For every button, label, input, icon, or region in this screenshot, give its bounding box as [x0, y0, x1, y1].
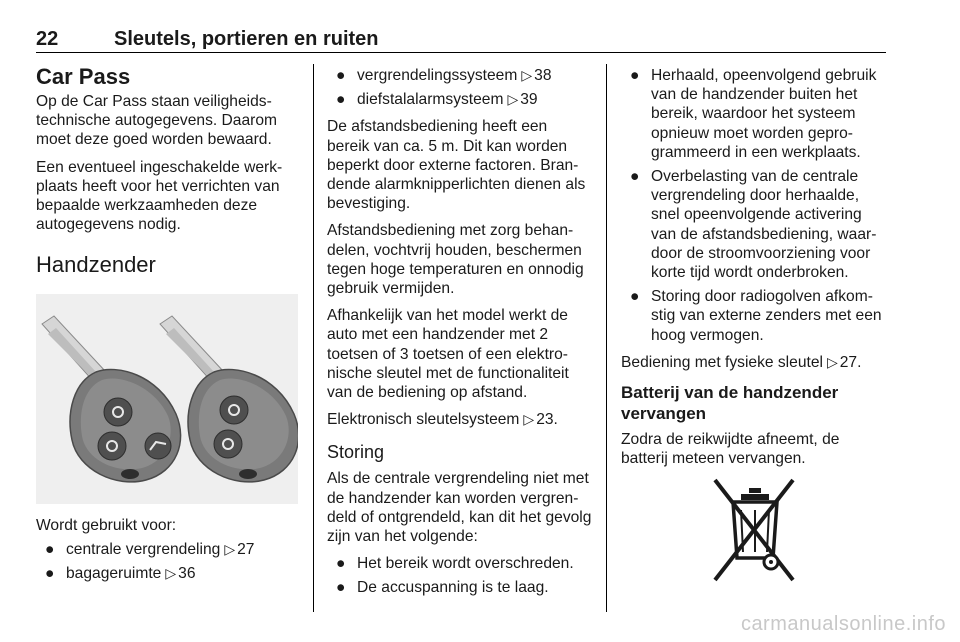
watermark: carmanualsonline.info: [740, 613, 946, 635]
list-item: [621, 287, 889, 345]
page-reference: 36: [178, 564, 196, 582]
list-item: [327, 578, 593, 597]
list-item: [36, 540, 298, 559]
list-item-text: diefstalalarmsysteem: [357, 91, 504, 109]
page-reference-icon: ▷: [165, 564, 177, 581]
paragraph: Afstandsbediening met zorg behan-delen, vochtvrij houden, beschermen tegen hoge temperaturen en onnodig gebruik vermijden.: [327, 222, 584, 298]
bullet-icon: ●: [336, 579, 346, 597]
bullet-icon: ●: [336, 67, 346, 84]
list-item-text: centrale vergrendeling: [66, 540, 221, 558]
bullet-icon: ●: [630, 288, 640, 306]
list-item: [36, 564, 298, 583]
page-reference: 23.: [536, 411, 558, 429]
list-item-text: Overbelasting van de centrale vergrendeling door herhaalde, snel opeenvolgende activering van de afstandsbediening, waar-door de stroomvoorziening voor korte tijd wordt onderbroken.: [651, 168, 877, 282]
page-reference: 38: [534, 67, 552, 84]
page-reference-icon: ▷: [521, 67, 533, 83]
list-item-text: Herhaald, opeenvolgend gebruik van de handzender buiten het bereik, waardoor het systeem opnieuw moet worden gepro-grammeerd in een werkplaats.: [651, 67, 877, 161]
bullet-list: [327, 66, 593, 109]
page-reference: 27.: [839, 353, 862, 371]
bullet-icon: ●: [45, 540, 55, 558]
bullet-list: [36, 540, 298, 583]
bullet-icon: ●: [630, 67, 640, 84]
list-item-text: Het bereik wordt overschreden.: [357, 555, 574, 573]
list-item: [621, 66, 889, 162]
paragraph: Afhankelijk van het model werkt de auto met een handzender met 2 toetsen of 3 toetsen of een elektro-nische sleutel met de functionaliteit van de bediening op afstand.: [327, 307, 569, 402]
section-heading-storing: Storing: [327, 442, 385, 463]
header-rule: [36, 52, 886, 53]
list-item: [327, 554, 593, 573]
list-item-text: De accuspanning is te laag.: [357, 579, 549, 597]
list-item: [327, 66, 593, 85]
paragraph-text: Elektronisch sleutelsysteem: [327, 411, 520, 429]
bullet-icon: ●: [336, 555, 346, 573]
page-reference-icon: ▷: [826, 353, 838, 370]
column-3: [621, 66, 889, 586]
paragraph: Als de centrale vergrendeling niet met de handzender kan worden vergren-deld of ontgrendeld, kan dit het gevolg zijn van het volgende:: [327, 470, 592, 546]
paragraph: Zodra de reikwijdte afneemt, de batterij meteen vervangen.: [621, 431, 840, 468]
column-1: [36, 64, 298, 591]
page-number: 22: [36, 28, 59, 50]
paragraph: Op de Car Pass staan veiligheids-technische autogegevens. Daarom moet deze goed worden bewaard.: [36, 93, 277, 149]
page-reference: 27: [237, 540, 255, 558]
bullet-list: [327, 554, 593, 597]
page-reference-icon: ▷: [507, 91, 519, 108]
list-item-text: bagageruimte: [66, 564, 162, 582]
page-reference: 39: [520, 91, 538, 109]
page-reference-icon: ▷: [523, 411, 535, 428]
remote-keys-illustration: [36, 294, 298, 504]
bullet-icon: ●: [336, 91, 346, 109]
section-heading-car-pass: Car Pass: [36, 64, 131, 89]
paragraph: De afstandsbediening heeft een bereik van ca. 5 m. Dit kan worden beperkt door externe factoren. Bran-dende alarmknipperlichten dienen als bevestiging.: [327, 118, 586, 213]
list-item-text: Storing door radiogolven afkom-stig van externe zenders met een hoog vermogen.: [651, 288, 882, 344]
list-item: [621, 167, 889, 282]
section-heading-batterij: Batterij van de handzender vervangen: [621, 383, 839, 424]
running-title: Sleutels, portieren en ruiten: [114, 28, 379, 50]
bullet-list: [621, 66, 889, 345]
bullet-icon: ●: [630, 168, 640, 186]
bullet-icon: ●: [45, 564, 55, 582]
column-divider-1: [313, 64, 314, 612]
paragraph-text: Bediening met fysieke sleutel: [621, 353, 823, 371]
key-fob-drawing: [36, 294, 298, 504]
column-divider-2: [606, 64, 607, 612]
list-item-text: vergrendelingssysteem: [357, 67, 518, 84]
page-header: [36, 22, 886, 52]
column-2: [327, 66, 593, 606]
crossed-out-wheelie-bin-icon: [681, 476, 829, 586]
paragraph: Een eventueel ingeschakelde werk-plaats heeft voor het verrichten van bepaalde werkzaamheden deze autogegevens nodig.: [36, 158, 283, 234]
paragraph: [621, 353, 889, 372]
page-reference-icon: ▷: [224, 540, 236, 557]
paragraph: Wordt gebruikt voor:: [36, 517, 177, 535]
list-item: [327, 90, 593, 109]
section-heading-handzender: Handzender: [36, 252, 156, 278]
paragraph: [327, 410, 593, 429]
